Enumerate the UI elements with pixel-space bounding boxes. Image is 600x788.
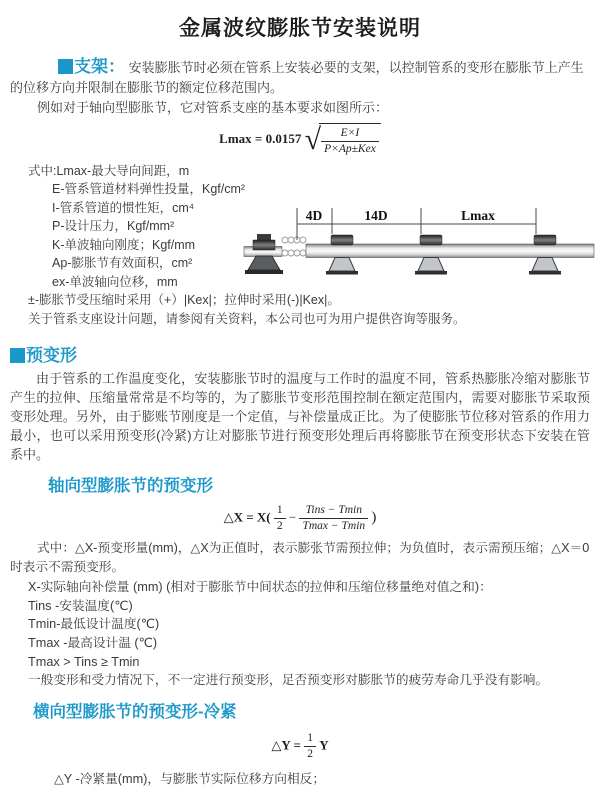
section-preform-heading: 预变形 xyxy=(26,346,77,366)
dim-label-4d: 4D xyxy=(305,208,323,223)
formula-dx-rhs: ) xyxy=(371,509,377,526)
axial-line: Tmax -最高设计温 (℃) xyxy=(28,636,158,651)
anchor-pedestal xyxy=(248,256,280,270)
support-intro-paragraph xyxy=(10,57,590,97)
axial-line: 一般变形和受力情况下，不一定进行预变形，足否预变形对膨胀节的疲劳寿命几乎没有影响。 xyxy=(28,673,549,688)
support-example-line: 例如对于轴向型膨胀节，它对管系支座的基本要求如图所示： xyxy=(37,100,389,115)
definition-item: 关于管系支座设计问题，请参阅有关资料，本公司也可为用户提供咨询等服务。 xyxy=(28,311,466,326)
lateral-preform-heading: 横向型膨胀节的预变形-冷紧 xyxy=(33,702,237,721)
formula-dx-lhs: △X = X( xyxy=(223,509,271,525)
definition-item: ex-单波轴向位移，mm xyxy=(52,274,178,289)
definition-item: E-管系管道材料弹性投量，Kgf/cm² xyxy=(52,182,246,197)
axial-preform-heading: 轴向型膨胀节的预变形 xyxy=(48,477,213,496)
formula-lmax xyxy=(0,123,600,157)
formula-lmax-numerator: E×I xyxy=(340,127,360,139)
support-intro-text: 安装膨胀节时必须在管系上安装必要的支架，以控制管系的变形在膨胀节上产生的位移方向并限制在膨胀节的额定位移范围内。 xyxy=(10,60,584,95)
axial-line: Tins -安装温度(℃) xyxy=(28,598,133,613)
anchor-clamp xyxy=(253,240,275,250)
formula-dx-num: Tins − Tmin xyxy=(305,504,362,517)
formula-dy-den: 2 xyxy=(304,746,316,762)
axial-definition-list xyxy=(0,578,600,690)
formula-dy-rhs: Y xyxy=(319,737,329,753)
formula-dx-half-num: 1 xyxy=(276,504,283,517)
formula-dx-minus: − xyxy=(288,509,297,525)
section-preform xyxy=(10,341,590,366)
definition-item: Ap-膨胀节有效面积，cm² xyxy=(52,256,193,271)
preform-paragraph: 由于管系的工作温度变化，安装膨胀节时的温度与工作时的温度不同，管系热膨胀冷缩对膨胀节产生的拉伸、压缩量常常是不均等的，为了膨胀节变形范围控制在额定范围内，需要对膨胀节采取预变形处理。另外，由于膨账节刚度是一个定值，与补偿量成正比。为了使膨胀节位移对管系的作用力最小，也可以采用预变形(冷紧)方让对膨胀节进行预变形处理后再将膨胀节在预变形状态下安装在管系中。 xyxy=(10,371,590,462)
definition-item: I-管系管道的惯性矩，cm⁴ xyxy=(52,200,195,215)
page-title: 金属波纹膨胀节安装说明 xyxy=(179,17,421,40)
axial-note: 式中：△X-预变形量(mm)，△X为正值时，表示膨张节需预拉伸；为负值时，表示需预压缩；△X＝0时表示不需预变形。 xyxy=(10,541,590,574)
definition-item: P-设计压力，Kgf/mm² xyxy=(52,219,175,234)
dim-label-lmax: Lmax xyxy=(461,208,495,223)
axial-line: Tmax > Tins ≥ Tmin xyxy=(28,654,140,669)
definition-item: 式中:Lmax-最大导向间距，m xyxy=(28,163,190,178)
axial-line: Tmin-最低设计温度(℃) xyxy=(28,617,160,632)
document-page xyxy=(0,12,600,786)
anchor-base xyxy=(245,270,283,274)
formula-dy-lhs: △Y = xyxy=(271,737,301,753)
anchor-support xyxy=(244,234,283,274)
dim-label-14d: 14D xyxy=(364,208,388,223)
formula-dy-num: 1 xyxy=(307,731,313,744)
section-support-heading: 支架： xyxy=(74,57,125,76)
pipe xyxy=(306,244,594,258)
formula-lmax-prefix: Lmax = 0.0157 xyxy=(219,130,302,146)
formula-dx-half-den: 2 xyxy=(274,518,286,534)
definition-item: ±-膨胀节受压缩时采用（+）|Kex|；拉伸时采用(-)|Kex|。 xyxy=(28,293,340,308)
axial-line: X-实际轴向补偿量 (mm) (相对于膨胀节中间状态的拉伸和压缩位移量绝对值之和)： xyxy=(28,580,492,595)
section-marker-icon xyxy=(58,59,73,74)
pipe-support-diagram xyxy=(240,200,600,280)
formula-lmax-denominator: P×Ap±Kex xyxy=(321,141,379,157)
formula-dx-den: Tmax − Tmin xyxy=(299,518,368,534)
sqrt-sign-icon: √ xyxy=(304,123,322,157)
formula-delta-x xyxy=(0,503,600,534)
lateral-note: △Y -冷紧量(mm)，与膨胀节实际位移方向相反； xyxy=(54,771,326,786)
formula-delta-y xyxy=(0,731,600,762)
bellows-icon xyxy=(282,237,306,256)
sqrt-radical xyxy=(305,123,381,157)
section-marker-icon xyxy=(10,348,25,363)
definition-item: K-单波轴向刚度；Kgf/mm xyxy=(52,237,196,252)
